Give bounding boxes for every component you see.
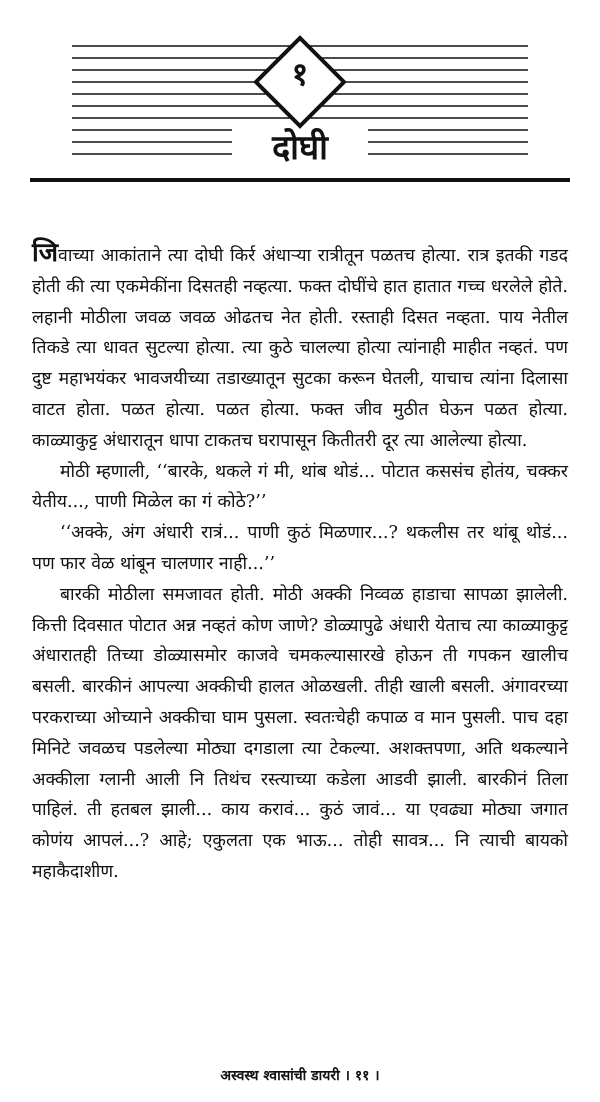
chapter-body	[32, 238, 568, 888]
page-footer: अस्वस्थ श्वासांची डायरी । ११ ।	[220, 1068, 380, 1084]
paragraph-4: बारकी मोठीला समजावत होती. मोठी अक्की निव्वळ हाडाचा सापळा झालेली. कित्ती दिवसात पोटात अन्न नव्हतं कोण जाणे? डोळ्यापुढे अंधारी येताच त्या काळ्याकुट्ट अंधारातही तिच्या डोळ्यासमोर काजवे चमकल्यासारखे होऊन ती गपकन खालीच बसली. बारकीनं आपल्या अक्कीची हालत ओळखली. तीही खाली बसली. अंगावरच्या परकराच्या ओच्याने अक्कीचा घाम पुसला. स्वतःचेही कपाळ व मान पुसली. पाच दहा मिनिटे जवळच पडलेल्या मोठ्या दगडाला त्या टेकल्या. अशक्तपणा, अति थकल्याने अक्कीला ग्लानी आली नि तिथंच रस्त्याच्या कडेला आडवी झाली. बारकीनं तिला पाहिलं. ती हतबल झाली... काय करावं... कुठं जावं... या एवढ्या मोठ्या जगात कोणंय आपलं...? आहे; एकुलता एक भाऊ... तोही सावत्र... नि त्याची बायको महाकैदाशीण.	[32, 584, 568, 882]
paragraph-2: मोठी म्हणाली, ‘‘बारके, थकले गं मी, थांब थोडं... पोटात कससंच होतंय, चक्कर येतीय..., पाणी मिळेल का गं कोठे?’’	[32, 461, 568, 513]
chapter-title: दोघी	[272, 128, 328, 168]
chapter-ornament	[0, 0, 600, 200]
chapter-header	[0, 0, 600, 200]
chapter-number: १	[291, 55, 309, 93]
paragraph-1	[32, 238, 568, 457]
paragraph-1-text: वाच्या आकांताने त्या दोघी किर्र अंधाऱ्या रात्रीतून पळतच होत्या. रात्र इतकी गडद होती की त्या एकमेकींना दिसतही नव्हत्या. फक्त दोघींचे हात हातात गच्च धरलेले होते. लहानी मोठीला जवळ जवळ ओढतच नेत होती. रस्ताही दिसत नव्हता. पाय नेतील तिकडे त्या धावत सुटल्या होत्या. त्या कुठे चालल्या होत्या त्यांनाही माहीत नव्हतं. पण दुष्ट महाभयंकर भावजयीच्या तडाख्यातून सुटका करून घेतली, याचाच त्यांना दिलासा वाटत होता. पळत होत्या. पळत होत्या. फक्त जीव मुठीत घेऊन पळत होत्या. काळ्याकुट्ट अंधारातून धापा टाकतच घरापासून कितीतरी दूर त्या आलेल्या होत्या.	[32, 246, 568, 451]
paragraph-3: ‘‘अक्के, अंग अंधारी रात्रं... पाणी कुठं मिळणार...? थकलीस तर थांबू थोडं... पण फार वेळ थांबून चालणार नाही...’’	[32, 523, 568, 574]
drop-cap: जि	[32, 238, 59, 268]
